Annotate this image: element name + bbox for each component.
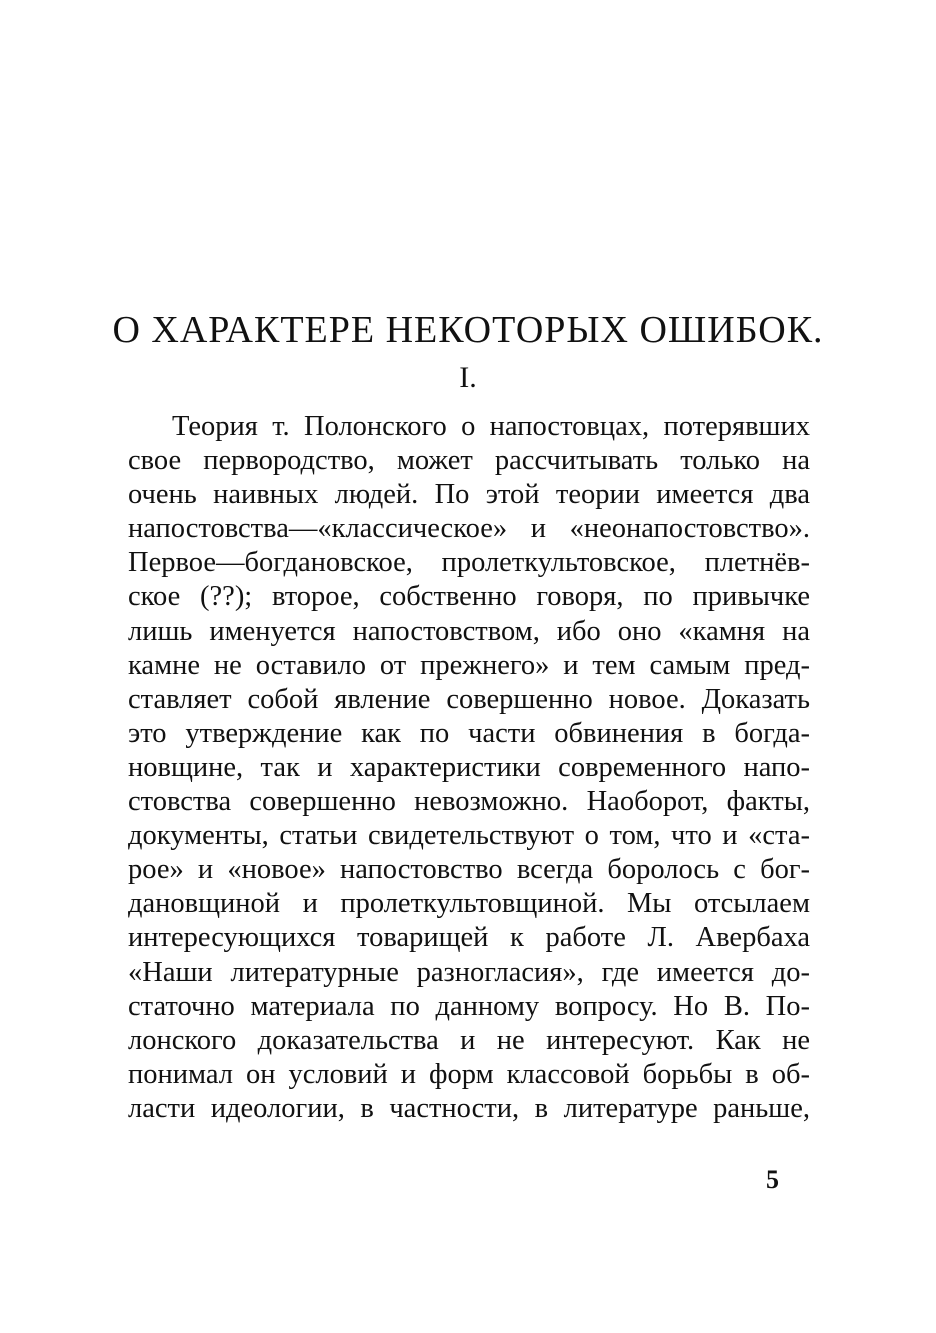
text-line: это утверждение как по части обвинения в богда- (128, 717, 810, 749)
text-line: статочно материала по данному вопросу. Но В. По- (128, 990, 810, 1022)
text-line: стовства совершенно невозможно. Наоборот, факты, (128, 786, 810, 818)
body-text (128, 410, 810, 1126)
text-line: напостовства—«классическое» и «неонапостовство». (128, 513, 810, 545)
text-line: свое первородство, может рассчитывать только на (128, 445, 810, 477)
text-line: лишь именуется напостовством, ибо оно «камня на (128, 615, 810, 647)
text-line: интересующихся товарищей к работе Л. Авербаха (128, 922, 810, 954)
text-line: Теория т. Полонского о напостовцах, потерявших (172, 411, 810, 442)
text-line: новщине, так и характеристики современного напо- (128, 751, 810, 783)
text-line: дановщиной и пролеткультовщиной. Мы отсылаем (128, 888, 810, 920)
text-line: камне не оставило от прежнего» и тем самым пред- (128, 649, 810, 681)
page-number: 5 (766, 1165, 779, 1194)
text-line: рое» и «новое» напостовство всегда боролось с бог- (128, 854, 810, 886)
text-line: лонского доказательства и не интересуют. Как не (128, 1024, 810, 1056)
text-line: ласти идеологии, в частности, в литературе раньше, (128, 1092, 810, 1124)
text-line: очень наивных людей. По этой теории имеется два (128, 479, 810, 511)
text-line: документы, статьи свидетельствуют о том, что и «ста- (128, 820, 810, 852)
text-line: Первое—богдановское, пролеткультовское, плетнёв- (128, 547, 810, 579)
section-number: I. (459, 361, 477, 394)
text-line: понимал он условий и форм классовой борьбы в об- (128, 1058, 810, 1090)
text-line: ское (??); второе, собственно говоря, по привычке (128, 581, 810, 613)
chapter-title: О ХАРАКТЕРЕ НЕКОТОРЫХ ОШИБОК. (112, 309, 824, 351)
text-line: ставляет собой явление совершенно новое. Доказать (128, 683, 810, 715)
text-line: «Наши литературные разногласия», где имеется до- (128, 956, 810, 988)
